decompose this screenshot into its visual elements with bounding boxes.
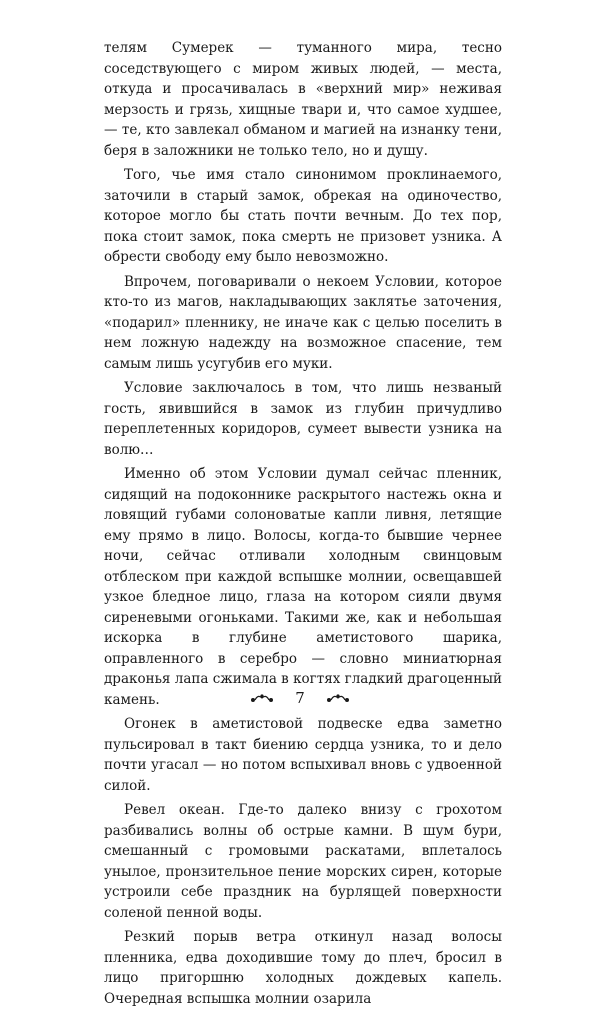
- left-ornament-icon: [249, 692, 275, 704]
- body-text: [104, 38, 502, 1009]
- paragraph: Того, чье имя стало синонимом проклинаемого, заточили в старый замок, обрекая на одиночество, которое могло бы стать почти вечным. До тех пор, пока стоит замок, пока смерть не призовет узника. А обрести свободу ему было невозможно.: [104, 167, 502, 265]
- paragraph: Огонек в аметистовой подвеске едва заметно пульсировал в такт биению сердца узника, то и дело почти угасал — но потом вспыхивал вновь с удвоенной силой.: [104, 716, 502, 794]
- paragraph: телям Сумерек — туманного мира, тесно соседствующего с миром живых людей, — места, откуда и просачивалась в «верхний мир» неживая мерзость и грязь, хищные твари и, что самое худшее, — те, кто завлекал обманом и магией на изнанку тени, беря в заложники не только тело, но и душу.: [104, 40, 502, 159]
- page-number: 7: [295, 689, 305, 707]
- paragraph: Резкий порыв ветра откинул назад волосы пленника, едва доходившие тому до плеч, бросил в лицо пригоршню холодных дождевых капель. Очередная вспышка молнии озарила: [104, 929, 502, 1007]
- paragraph: Именно об этом Условии думал сейчас пленник, сидящий на подоконнике раскрытого настежь окна и ловящий губами солоноватые капли ливня, летящие ему прямо в лицо. Волосы, когда-то бывшие чернее ночи, сейчас отливали холодным свинцовым отблеском при каждой вспышке молнии, освещавшей узкое бледное лицо, глаза на котором сияли двумя сиреневыми огоньками. Такими же, как и небольшая искорка в глубине аметистового шарика, оправленного в серебро — словно миниатюрная драконья лапа сжимала в когтях гладкий драгоценный камень.: [104, 466, 502, 708]
- paragraph: Впрочем, поговаривали о некоем Условии, которое кто-то из магов, накладывающих заклятье заточения, «подарил» пленнику, не иначе как с целью поселить в нем ложную надежду на возможное спасение, тем самым лишь усугубив его муки.: [104, 273, 502, 372]
- paragraph: Условие заключалось в том, что лишь незваный гость, явившийся в замок из глубин причудливо переплетенных коридоров, сумеет вывести узника на волю…: [104, 380, 502, 458]
- paragraph: Ревел океан. Где-то далеко внизу с грохотом разбивались волны об острые камни. В шум бури, смешанный с громовыми раскатами, вплеталось унылое, пронзительное пение морских сирен, которые устроили себе праздник на бурлящей поверхности соленой пенной воды.: [104, 802, 502, 921]
- right-ornament-icon: [325, 692, 351, 704]
- page-footer: [0, 686, 600, 710]
